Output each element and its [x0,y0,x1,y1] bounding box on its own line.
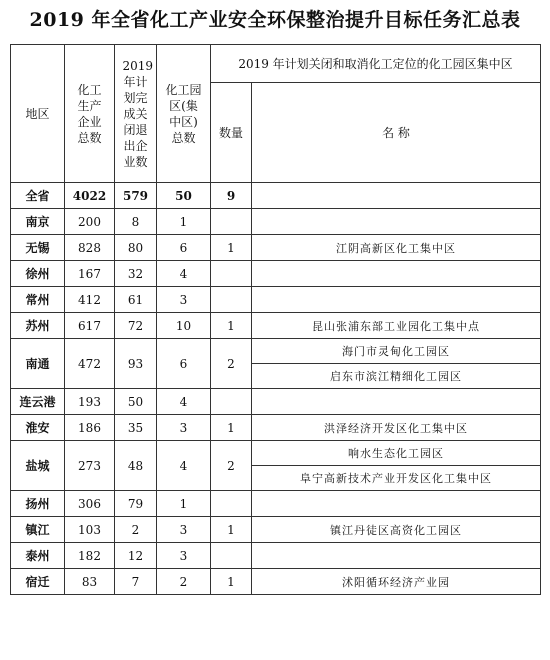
cell-region: 无锡 [11,235,65,261]
table-row [11,287,541,313]
header-plan-parks-group: 2019 年计划关闭和取消化工定位的化工园区集中区 [211,45,541,83]
cell-park-name: 沭阳循环经济产业园 [252,569,541,595]
cell-park-name: 洪泽经济开发区化工集中区 [252,415,541,441]
cell-region: 南通 [11,339,65,389]
header-parks-total: 化工园区(集中区)总数 [157,45,211,183]
cell-region: 盐城 [11,441,65,491]
cell-plan-close: 61 [115,287,157,313]
cell-plan-close: 2 [115,517,157,543]
cell-enterprises-total: 193 [65,389,115,415]
summary-table [10,44,541,595]
table-row [11,491,541,517]
cell-count [211,491,252,517]
cell-parks-total: 1 [157,209,211,235]
cell-parks-total: 50 [157,183,211,209]
cell-parks-total: 3 [157,517,211,543]
header-plan-close: 2019年计划完成关闭退出企业数 [115,45,157,183]
cell-parks-total: 4 [157,261,211,287]
cell-parks-total: 10 [157,313,211,339]
cell-park-name: 江阴高新区化工集中区 [252,235,541,261]
cell-enterprises-total: 306 [65,491,115,517]
cell-parks-total: 3 [157,287,211,313]
table-row [11,543,541,569]
cell-parks-total: 1 [157,491,211,517]
cell-plan-close: 579 [115,183,157,209]
cell-count: 1 [211,517,252,543]
cell-plan-close: 7 [115,569,157,595]
header-name: 名 称 [252,83,541,183]
table-row [11,313,541,339]
cell-region: 南京 [11,209,65,235]
cell-count [211,389,252,415]
cell-parks-total: 3 [157,543,211,569]
cell-count: 1 [211,569,252,595]
cell-park-name [252,389,541,415]
cell-count: 9 [211,183,252,209]
cell-park-name [252,287,541,313]
cell-region: 全省 [11,183,65,209]
cell-region: 常州 [11,287,65,313]
cell-plan-close: 93 [115,339,157,389]
cell-count: 1 [211,313,252,339]
document-title: 2019 年全省化工产业安全环保整治提升目标任务汇总表 [29,9,521,31]
cell-enterprises-total: 472 [65,339,115,389]
cell-plan-close: 79 [115,491,157,517]
cell-enterprises-total: 182 [65,543,115,569]
cell-park-name: 昆山张浦东部工业园化工集中点 [252,313,541,339]
header-enterprises-total: 化工生产企业总数 [65,45,115,183]
cell-enterprises-total: 828 [65,235,115,261]
cell-count [211,261,252,287]
cell-parks-total: 4 [157,389,211,415]
table-row [11,235,541,261]
cell-region: 泰州 [11,543,65,569]
cell-park-name: 阜宁高新技术产业开发区化工集中区 [252,466,541,491]
header-count: 数量 [211,83,252,183]
cell-enterprises-total: 412 [65,287,115,313]
cell-region: 扬州 [11,491,65,517]
cell-parks-total: 6 [157,339,211,389]
cell-plan-close: 80 [115,235,157,261]
cell-enterprises-total: 273 [65,441,115,491]
cell-enterprises-total: 4022 [65,183,115,209]
table-row [11,209,541,235]
cell-park-name: 响水生态化工园区 [252,441,541,466]
cell-park-name: 启东市滨江精细化工园区 [252,364,541,389]
cell-park-name [252,261,541,287]
cell-parks-total: 6 [157,235,211,261]
cell-count [211,543,252,569]
cell-enterprises-total: 200 [65,209,115,235]
cell-park-name [252,543,541,569]
cell-count: 2 [211,441,252,491]
cell-count [211,209,252,235]
cell-region: 镇江 [11,517,65,543]
cell-count: 1 [211,235,252,261]
cell-enterprises-total: 186 [65,415,115,441]
cell-region: 苏州 [11,313,65,339]
cell-enterprises-total: 167 [65,261,115,287]
cell-park-name: 海门市灵甸化工园区 [252,339,541,364]
cell-plan-close: 32 [115,261,157,287]
table-row [11,183,541,209]
cell-region: 淮安 [11,415,65,441]
cell-plan-close: 48 [115,441,157,491]
table-row [11,569,541,595]
cell-count: 2 [211,339,252,389]
cell-count: 1 [211,415,252,441]
cell-region: 连云港 [11,389,65,415]
cell-plan-close: 8 [115,209,157,235]
table-row [11,389,541,415]
cell-enterprises-total: 83 [65,569,115,595]
cell-region: 徐州 [11,261,65,287]
cell-enterprises-total: 617 [65,313,115,339]
cell-plan-close: 72 [115,313,157,339]
cell-plan-close: 35 [115,415,157,441]
cell-plan-close: 50 [115,389,157,415]
cell-plan-close: 12 [115,543,157,569]
cell-parks-total: 4 [157,441,211,491]
cell-enterprises-total: 103 [65,517,115,543]
cell-parks-total: 2 [157,569,211,595]
header-region: 地区 [11,45,65,183]
table-row [11,441,541,466]
cell-region: 宿迁 [11,569,65,595]
cell-park-name: 镇江丹徒区高资化工园区 [252,517,541,543]
table-body [11,183,541,595]
cell-park-name [252,491,541,517]
table-row [11,339,541,364]
cell-parks-total: 3 [157,415,211,441]
cell-count [211,287,252,313]
cell-park-name [252,209,541,235]
table-row [11,517,541,543]
cell-park-name [252,183,541,209]
table-row [11,415,541,441]
table-row [11,261,541,287]
